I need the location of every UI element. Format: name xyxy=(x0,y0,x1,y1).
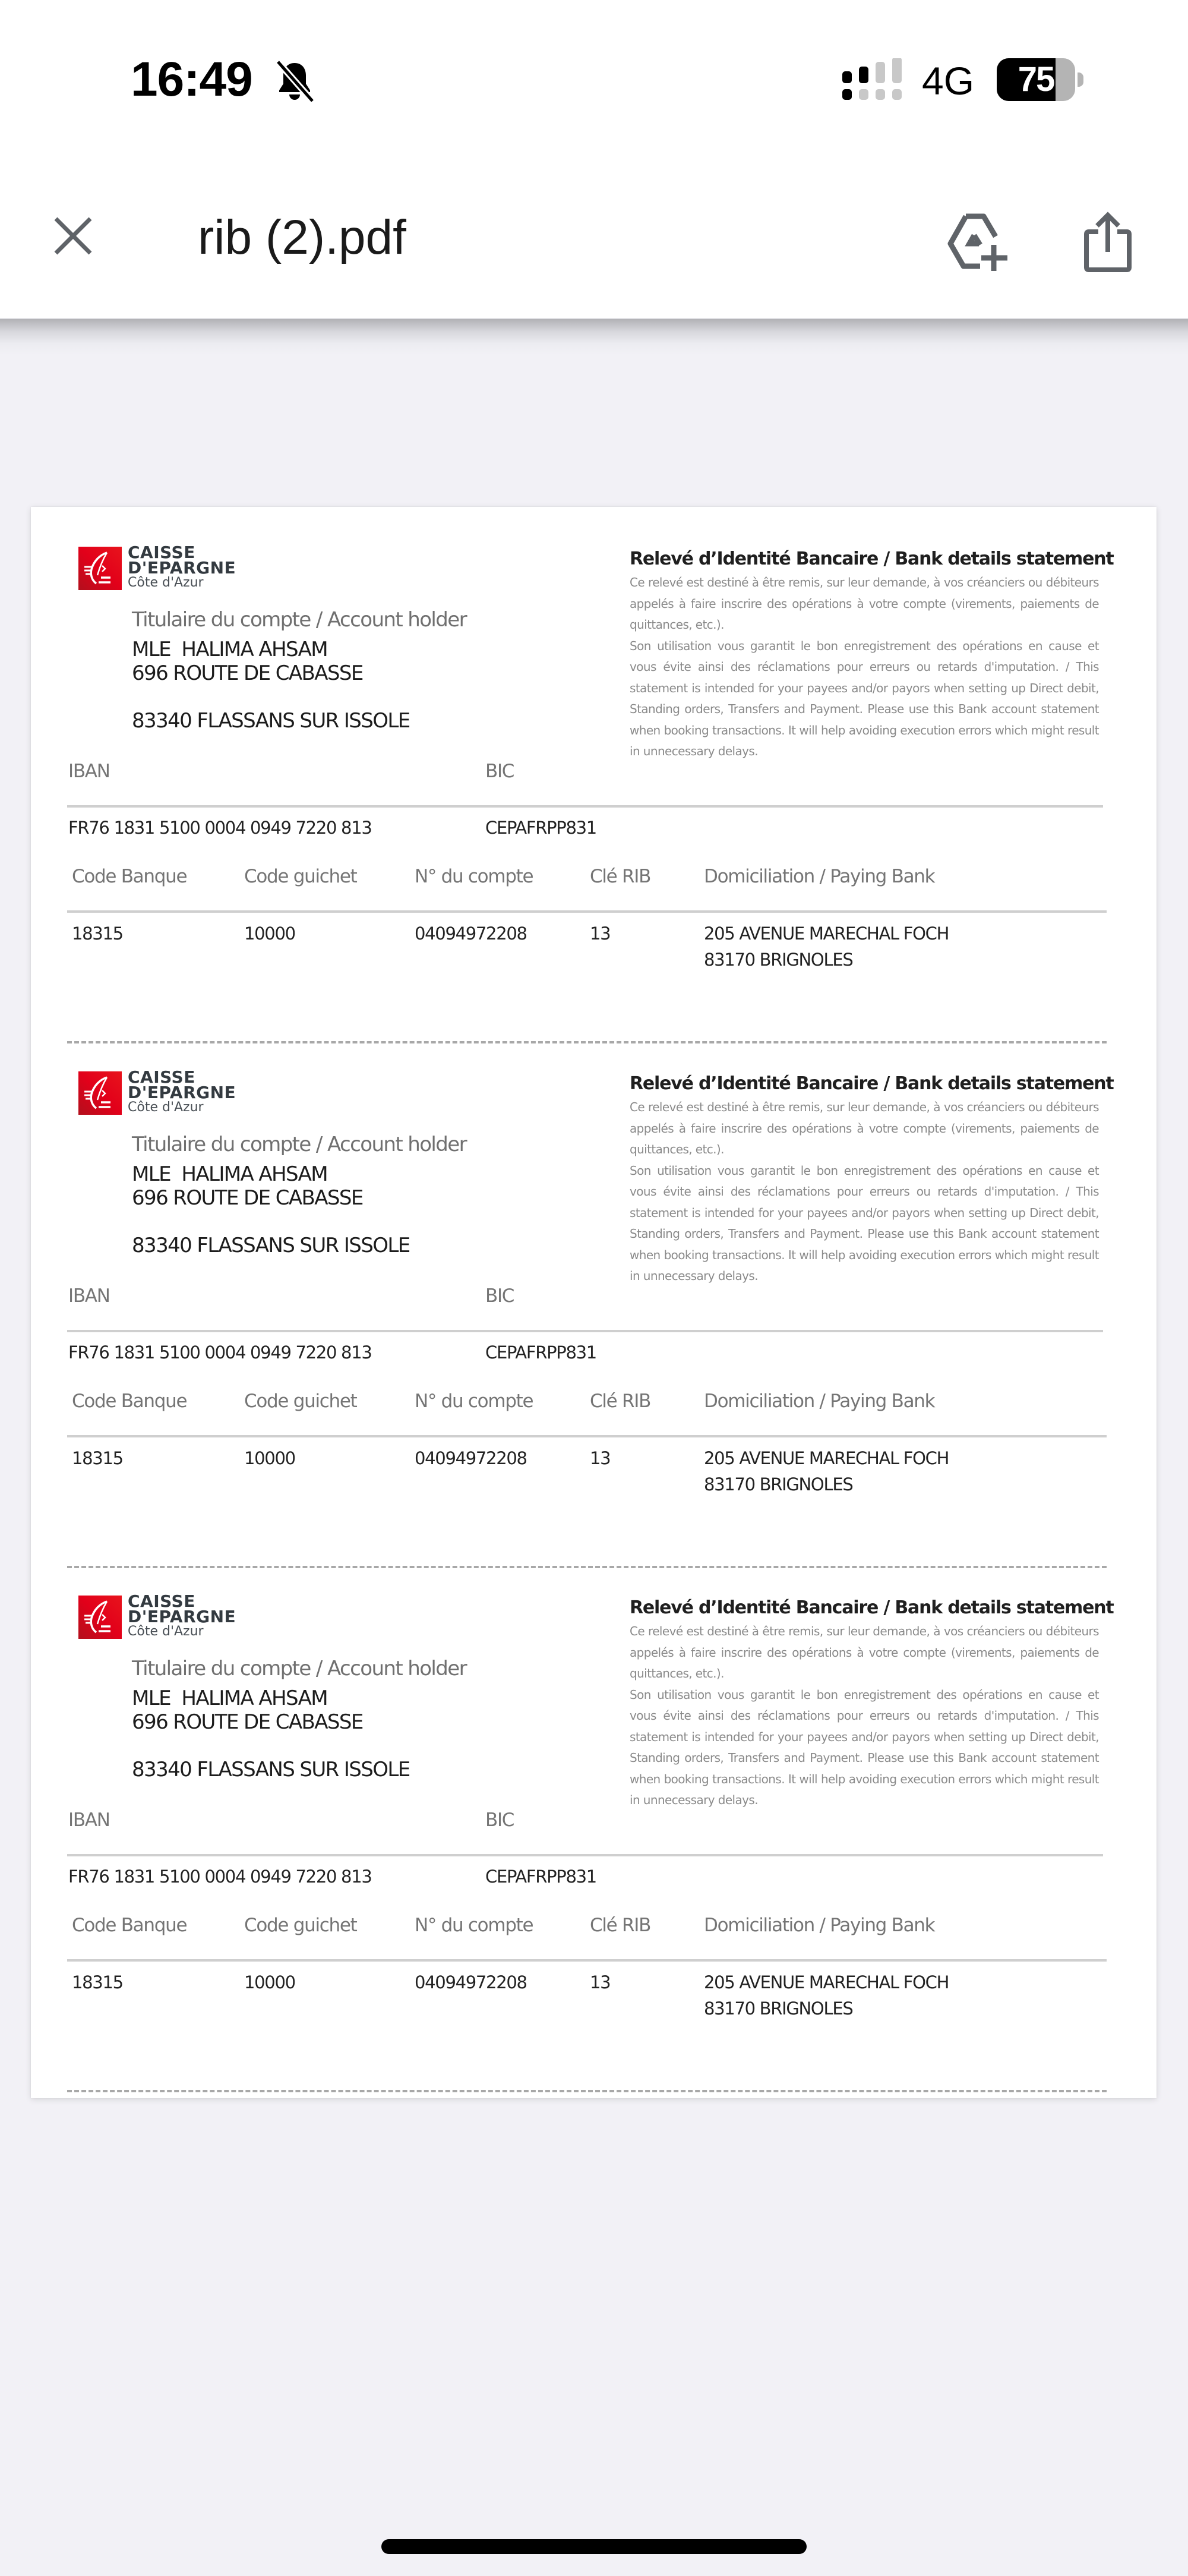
logo-line-1: CAISSE xyxy=(128,1067,195,1087)
battery-nub xyxy=(1078,72,1083,87)
statement-title: Relevé d’Identité Bancaire / Bank details statement xyxy=(630,1073,1114,1094)
numero-compte-value[interactable]: 04094972208 xyxy=(415,1972,527,1992)
document-title: rib (2).pdf xyxy=(198,210,406,264)
account-holder-label: Titulaire du compte / Account holder xyxy=(132,608,466,632)
rib-block xyxy=(31,1032,1157,1556)
domiciliation-line-1[interactable]: 205 AVENUE MARECHAL FOCH xyxy=(704,923,949,944)
account-holder-address: 696 ROUTE DE CABASSE xyxy=(132,1710,363,1734)
battery-icon xyxy=(997,58,1075,101)
domiciliation-line-1[interactable]: 205 AVENUE MARECHAL FOCH xyxy=(704,1972,949,1992)
cle-rib-value[interactable]: 13 xyxy=(590,1972,611,1992)
domiciliation-line-2[interactable]: 83170 BRIGNOLES xyxy=(704,950,853,970)
statement-paragraph-1: Ce relevé est destiné à être remis, sur leur demande, à vos créanciers ou débiteurs appelés à faire inscrire des opérations à votre compte (virements, paiements de quittances, etc.). xyxy=(630,1624,1099,1680)
bic-label: BIC xyxy=(485,1285,514,1307)
statement-description xyxy=(630,572,1099,762)
code-guichet-value[interactable]: 10000 xyxy=(244,1972,295,1992)
table-divider xyxy=(67,1435,1107,1437)
statement-title: Relevé d’Identité Bancaire / Bank details statement xyxy=(630,1597,1114,1618)
statement-title: Relevé d’Identité Bancaire / Bank details statement xyxy=(630,548,1114,569)
home-indicator[interactable] xyxy=(381,2539,807,2554)
app-header xyxy=(0,0,1188,319)
caisse-epargne-logo-icon xyxy=(78,1596,122,1639)
iban-divider xyxy=(67,1854,1103,1856)
column-header-numero-compte: N° du compte xyxy=(415,1915,533,1936)
code-banque-value[interactable]: 18315 xyxy=(72,1972,123,1992)
column-header-code-banque: Code Banque xyxy=(72,866,187,887)
account-holder-address: 696 ROUTE DE CABASSE xyxy=(132,1186,363,1210)
account-holder-name: MLE HALIMA AHSAM xyxy=(132,1686,328,1710)
add-to-drive-icon[interactable] xyxy=(944,209,1011,271)
column-header-cle-rib: Clé RIB xyxy=(590,1915,651,1936)
domiciliation-line-1[interactable]: 205 AVENUE MARECHAL FOCH xyxy=(704,1448,949,1468)
bic-value[interactable]: CEPAFRPP831 xyxy=(485,1342,596,1363)
numero-compte-value[interactable]: 04094972208 xyxy=(415,923,527,944)
iban-label: IBAN xyxy=(68,761,110,782)
iban-value[interactable]: FR76 1831 5100 0004 0949 7220 813 xyxy=(68,1866,372,1887)
status-time: 16:49 xyxy=(131,52,252,106)
statement-paragraph-2: Son utilisation vous garantit le bon enregistrement des opérations en cause et vous évite ainsi des réclamations pour erreurs ou retards d'imputation. / This statement is intended for your payees and/or payors when setting up Direct debit, Standing orders, Transfers and Payment. Please use this Bank account statement when booking transactions. It will help avoiding execution errors which might result in unnecessary delays. xyxy=(630,1687,1099,1807)
column-header-code-guichet: Code guichet xyxy=(244,866,357,887)
statement-paragraph-2: Son utilisation vous garantit le bon enregistrement des opérations en cause et vous évite ainsi des réclamations pour erreurs ou retards d'imputation. / This statement is intended for your payees and/or payors when setting up Direct debit, Standing orders, Transfers and Payment. Please use this Bank account statement when booking transactions. It will help avoiding execution errors which might result in unnecessary delays. xyxy=(630,1163,1099,1283)
pdf-page[interactable] xyxy=(31,507,1157,2098)
cle-rib-value[interactable]: 13 xyxy=(590,923,611,944)
statement-paragraph-1: Ce relevé est destiné à être remis, sur leur demande, à vos créanciers ou débiteurs appelés à faire inscrire des opérations à votre compte (virements, paiements de quittances, etc.). xyxy=(630,575,1099,632)
account-holder-city: 83340 FLASSANS SUR ISSOLE xyxy=(132,1758,410,1782)
account-holder-address: 696 ROUTE DE CABASSE xyxy=(132,661,363,685)
caisse-epargne-logo-icon xyxy=(78,1071,122,1115)
account-holder-name: MLE HALIMA AHSAM xyxy=(132,638,328,661)
rib-block xyxy=(31,1556,1157,2080)
rib-block xyxy=(31,507,1157,1031)
column-header-code-banque: Code Banque xyxy=(72,1391,187,1412)
iban-divider xyxy=(67,805,1103,808)
column-header-domiciliation: Domiciliation / Paying Bank xyxy=(704,1391,935,1412)
code-guichet-value[interactable]: 10000 xyxy=(244,923,295,944)
statement-description xyxy=(630,1621,1099,1811)
close-icon[interactable] xyxy=(52,215,94,257)
cut-line-divider xyxy=(67,2090,1107,2092)
statement-paragraph-2: Son utilisation vous garantit le bon enregistrement des opérations en cause et vous évite ainsi des réclamations pour erreurs ou retards d'imputation. / This statement is intended for your payees and/or payors when setting up Direct debit, Standing orders, Transfers and Payment. Please use this Bank account statement when booking transactions. It will help avoiding execution errors which might result in unnecessary delays. xyxy=(630,638,1099,758)
logo-line-2: D'EPARGNE xyxy=(128,558,236,578)
header-shadow xyxy=(0,319,1188,355)
bic-value[interactable]: CEPAFRPP831 xyxy=(485,818,596,838)
logo-line-2: D'EPARGNE xyxy=(128,1083,236,1102)
code-banque-value[interactable]: 18315 xyxy=(72,1448,123,1468)
code-banque-value[interactable]: 18315 xyxy=(72,923,123,944)
column-header-code-guichet: Code guichet xyxy=(244,1915,357,1936)
caisse-epargne-logo-icon xyxy=(78,547,122,590)
statement-paragraph-1: Ce relevé est destiné à être remis, sur leur demande, à vos créanciers ou débiteurs appelés à faire inscrire des opérations à votre compte (virements, paiements de quittances, etc.). xyxy=(630,1100,1099,1156)
numero-compte-value[interactable]: 04094972208 xyxy=(415,1448,527,1468)
logo-line-3: Côte d'Azur xyxy=(128,1100,204,1115)
column-header-cle-rib: Clé RIB xyxy=(590,866,651,887)
column-header-domiciliation: Domiciliation / Paying Bank xyxy=(704,866,935,887)
column-header-domiciliation: Domiciliation / Paying Bank xyxy=(704,1915,935,1936)
domiciliation-line-2[interactable]: 83170 BRIGNOLES xyxy=(704,1474,853,1494)
logo-line-3: Côte d'Azur xyxy=(128,575,204,590)
bank-logo-text xyxy=(128,545,236,590)
account-holder-label: Titulaire du compte / Account holder xyxy=(132,1657,466,1680)
logo-line-1: CAISSE xyxy=(128,543,195,562)
bic-label: BIC xyxy=(485,761,514,782)
account-holder-city: 83340 FLASSANS SUR ISSOLE xyxy=(132,709,410,733)
iban-divider xyxy=(67,1330,1103,1332)
column-header-code-guichet: Code guichet xyxy=(244,1391,357,1412)
battery-percent: 75 xyxy=(1018,60,1054,99)
bank-logo-text xyxy=(128,1067,236,1115)
domiciliation-line-2[interactable]: 83170 BRIGNOLES xyxy=(704,1998,853,2019)
statement-description xyxy=(630,1097,1099,1287)
logo-line-2: D'EPARGNE xyxy=(128,1607,236,1626)
bell-slash-icon xyxy=(273,59,316,103)
iban-label: IBAN xyxy=(68,1285,110,1307)
account-holder-city: 83340 FLASSANS SUR ISSOLE xyxy=(132,1234,410,1257)
cle-rib-value[interactable]: 13 xyxy=(590,1448,611,1468)
iban-label: IBAN xyxy=(68,1809,110,1831)
iban-value[interactable]: FR76 1831 5100 0004 0949 7220 813 xyxy=(68,1342,372,1363)
iban-value[interactable]: FR76 1831 5100 0004 0949 7220 813 xyxy=(68,818,372,838)
account-holder-label: Titulaire du compte / Account holder xyxy=(132,1133,466,1156)
network-type: 4G xyxy=(922,59,975,103)
table-divider xyxy=(67,1959,1107,1962)
column-header-code-banque: Code Banque xyxy=(72,1915,187,1936)
code-guichet-value[interactable]: 10000 xyxy=(244,1448,295,1468)
account-holder-name: MLE HALIMA AHSAM xyxy=(132,1162,328,1186)
logo-line-1: CAISSE xyxy=(128,1591,195,1611)
battery-indicator xyxy=(997,58,1086,101)
dual-sim-signal-icon xyxy=(842,58,905,101)
table-divider xyxy=(67,910,1107,913)
bank-logo-text xyxy=(128,1591,236,1639)
column-header-numero-compte: N° du compte xyxy=(415,1391,533,1412)
bic-label: BIC xyxy=(485,1809,514,1831)
bic-value[interactable]: CEPAFRPP831 xyxy=(485,1866,596,1887)
column-header-cle-rib: Clé RIB xyxy=(590,1391,651,1412)
column-header-numero-compte: N° du compte xyxy=(415,866,533,887)
logo-line-3: Côte d'Azur xyxy=(128,1624,204,1639)
share-icon[interactable] xyxy=(1084,209,1132,275)
